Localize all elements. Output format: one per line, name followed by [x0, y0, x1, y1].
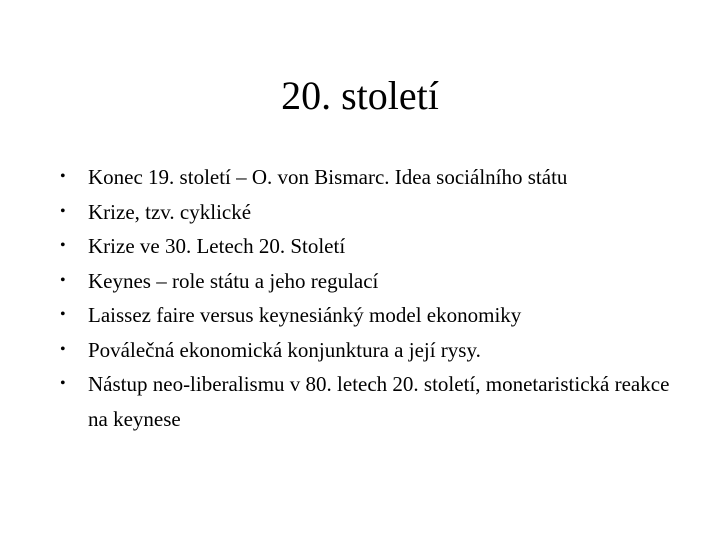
bullet-item	[60, 160, 692, 195]
bullet-icon: •	[60, 375, 66, 392]
bullet-text: Krize, tzv. cyklické	[88, 199, 252, 224]
bullet-text: Nástup neo-liberalismu v 80. letech 20. století, monetaristická reakce na keynese	[88, 372, 670, 431]
bullet-item	[60, 333, 692, 368]
bullet-item	[60, 195, 692, 230]
bullet-icon: •	[60, 306, 66, 323]
bullet-icon: •	[60, 168, 66, 185]
bullet-icon: •	[60, 237, 66, 254]
bullet-item	[60, 229, 692, 264]
bullet-icon: •	[60, 271, 66, 289]
bullet-icon: •	[60, 202, 66, 220]
bullet-item	[60, 264, 692, 299]
bullet-text: Konec 19. století – O. von Bismarc. Idea sociálního státu	[88, 165, 568, 189]
bullet-list	[60, 160, 692, 436]
bullet-item	[60, 367, 692, 436]
bullet-item	[60, 298, 692, 333]
bullet-text: Poválečná ekonomická konjunktura a její rysy.	[88, 337, 481, 362]
bullet-icon: •	[60, 340, 66, 358]
bullet-text: Krize ve 30. Letech 20. Století	[88, 234, 346, 258]
bullet-text: Keynes – role státu a jeho regulací	[88, 268, 379, 293]
slide-title: 20. století	[281, 73, 439, 118]
bullet-text: Laissez faire versus keynesiánký model ekonomiky	[88, 303, 522, 327]
